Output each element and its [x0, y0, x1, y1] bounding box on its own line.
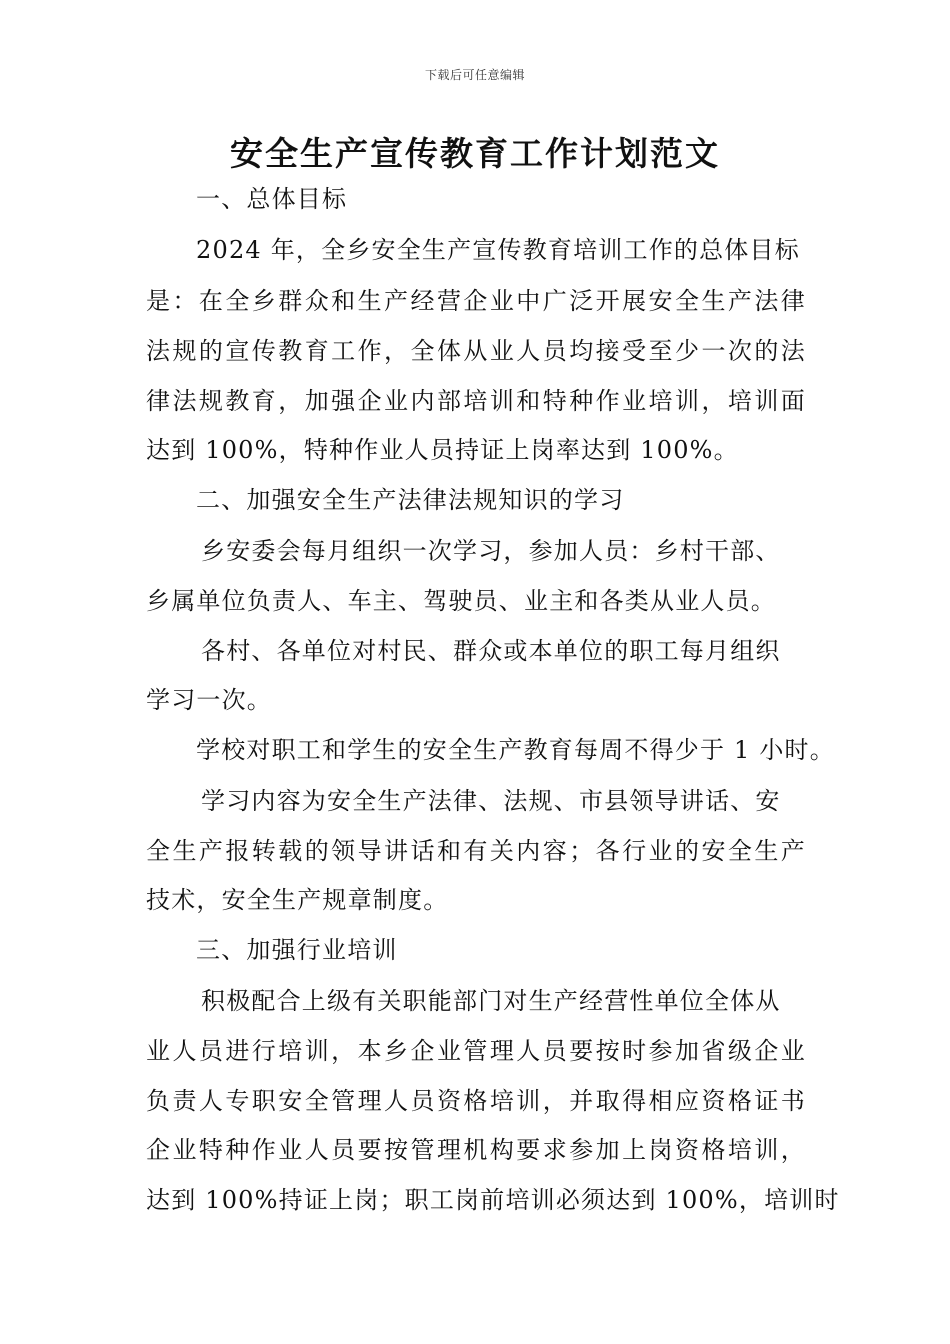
document-title: 安全生产宣传教育工作计划范文	[230, 134, 720, 173]
paragraph-line: 乡属单位负责人、车主、驾驶员、业主和各类从业人员。	[146, 587, 776, 615]
paragraph-line: 业人员进行培训，本乡企业管理人员要按时参加省级企业	[146, 1037, 806, 1065]
paragraph-line: 学校对职工和学生的安全生产教育每周不得少于 1 小时。	[196, 736, 835, 764]
header-note: 下载后可任意编辑	[424, 68, 525, 82]
section-heading-1: 一、总体目标	[196, 185, 348, 213]
paragraph-line: 法规的宣传教育工作，全体从业人员均接受至少一次的法	[146, 337, 806, 365]
paragraph-line: 达到 100%持证上岗；职工岗前培训必须达到 100%，培训时	[146, 1186, 840, 1214]
paragraph-line: 学习一次。	[146, 686, 272, 714]
paragraph-line: 学习内容为安全生产法律、法规、市县领导讲话、安	[201, 787, 781, 815]
paragraph-line: 2024 年，全乡安全生产宣传教育培训工作的总体目标	[196, 236, 800, 264]
paragraph-line: 负责人专职安全管理人员资格培训，并取得相应资格证书	[146, 1087, 806, 1115]
paragraph-line: 达到 100%，特种作业人员持证上岗率达到 100%。	[146, 436, 739, 464]
paragraph-line: 技术，安全生产规章制度。	[146, 886, 449, 914]
paragraph-line: 乡安委会每月组织一次学习，参加人员：乡村干部、	[201, 537, 781, 565]
paragraph-line: 积极配合上级有关职能部门对生产经营性单位全体从	[201, 987, 781, 1015]
section-heading-2: 二、加强安全生产法律法规知识的学习	[196, 486, 625, 514]
paragraph-line: 律法规教育，加强企业内部培训和特种作业培训，培训面	[146, 387, 806, 415]
paragraph-line: 是：在全乡群众和生产经营企业中广泛开展安全生产法律	[146, 287, 806, 315]
paragraph-line: 企业特种作业人员要按管理机构要求参加上岗资格培训，	[146, 1136, 806, 1164]
section-heading-3: 三、加强行业培训	[196, 936, 398, 964]
paragraph-line: 全生产报转载的领导讲话和有关内容；各行业的安全生产	[146, 837, 806, 865]
paragraph-line: 各村、各单位对村民、群众或本单位的职工每月组织	[201, 637, 781, 665]
